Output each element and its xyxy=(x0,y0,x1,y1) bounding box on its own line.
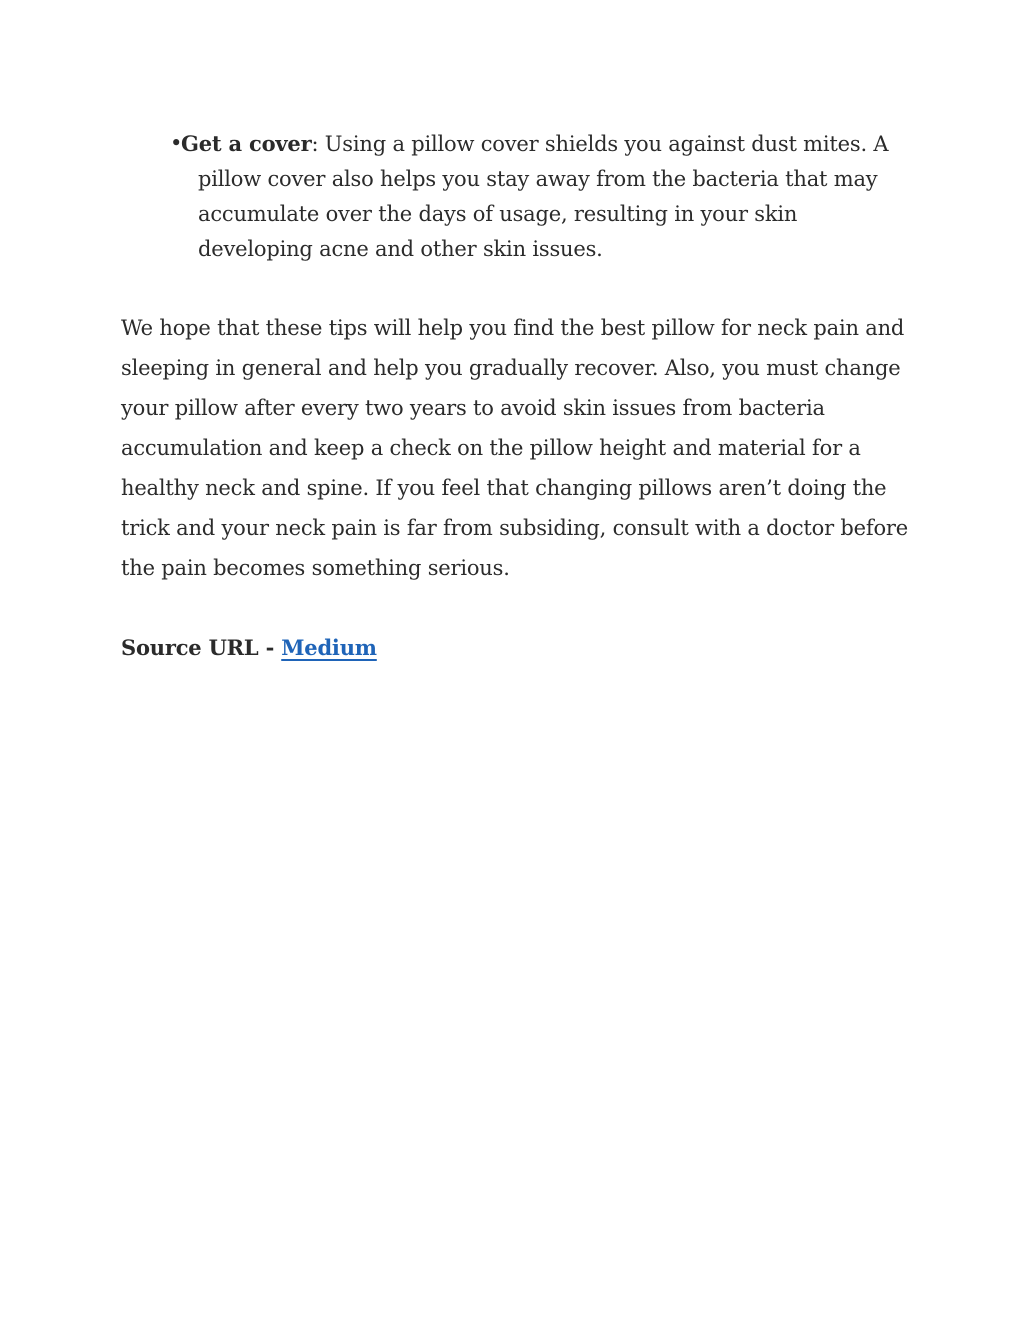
bullet-text: : Using a pillow cover shields you against dust mites. A pillow cover also helps you stay away from the bacteria that may accumulate over the days of usage, resulting in your skin developing acne and other skin issues. xyxy=(198,132,889,261)
source-link-medium[interactable]: Medium xyxy=(281,635,377,660)
bullet-marker: • xyxy=(170,131,183,155)
list-item xyxy=(170,126,918,267)
source-label: Source URL - xyxy=(121,635,282,660)
source-line xyxy=(121,630,377,666)
bullet-term: Get a cover xyxy=(181,131,312,156)
body-paragraph: We hope that these tips will help you find the best pillow for neck pain and sleeping in general and help you gradually recover. Also, you must change your pillow after every two years to avoid skin issues from bacteria accumulation and keep a check on the pillow height and material for a healthy neck and spine. If you feel that changing pillows aren’t doing the trick and your neck pain is far from subsiding, consult with a doctor before the pain becomes something serious. xyxy=(121,316,908,580)
